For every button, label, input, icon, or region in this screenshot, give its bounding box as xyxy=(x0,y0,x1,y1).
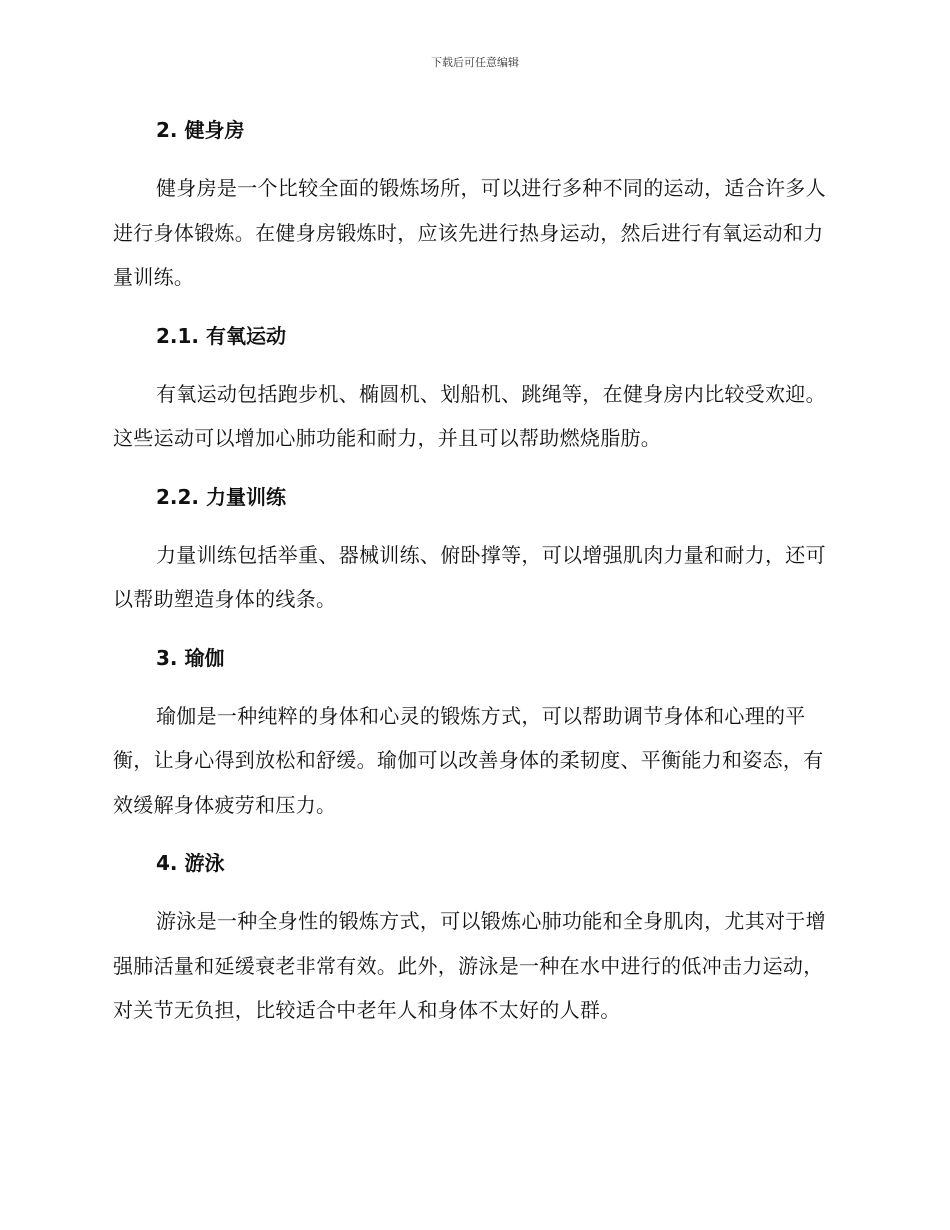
section-paragraph-yoga: 瑜伽是一种纯粹的身体和心灵的锻炼方式，可以帮助调节身体和心理的平衡，让身心得到放松和舒缓。瑜伽可以改善身体的柔韧度、平衡能力和姿态，有效缓解身体疲劳和压力。 xyxy=(113,703,824,817)
section-heading-swimming: 4. 游泳 xyxy=(156,851,225,875)
section-paragraph-strength: 力量训练包括举重、器械训练、俯卧撑等，可以增强肌肉力量和耐力，还可以帮助塑造身体的线条。 xyxy=(113,542,826,611)
section-paragraph-aerobic: 有氧运动包括跑步机、椭圆机、划船机、跳绳等，在健身房内比较受欢迎。这些运动可以增加心肺功能和耐力，并且可以帮助燃烧脂肪。 xyxy=(113,381,826,450)
page-header-note: 下载后可任意编辑 xyxy=(431,56,519,69)
section-heading-yoga: 3. 瑜伽 xyxy=(156,645,225,670)
section-heading-strength: 2.2. 力量训练 xyxy=(156,484,286,509)
section-paragraph-swimming: 游泳是一种全身性的锻炼方式，可以锻炼心肺功能和全身肌肉，尤其对于增强肺活量和延缓衰老非常有效。此外，游泳是一种在水中进行的低冲击力运动，对关节无负担，比较适合中老年人和身体不太好的人群。 xyxy=(113,909,826,1022)
document-body xyxy=(113,108,833,1033)
section-paragraph-gym: 健身房是一个比较全面的锻炼场所，可以进行多种不同的运动，适合许多人进行身体锻炼。在健身房锻炼时，应该先进行热身运动，然后进行有氧运动和力量训练。 xyxy=(113,176,826,289)
section-heading-aerobic: 2.1. 有氧运动 xyxy=(156,323,286,348)
section-heading-gym: 2. 健身房 xyxy=(156,118,245,142)
